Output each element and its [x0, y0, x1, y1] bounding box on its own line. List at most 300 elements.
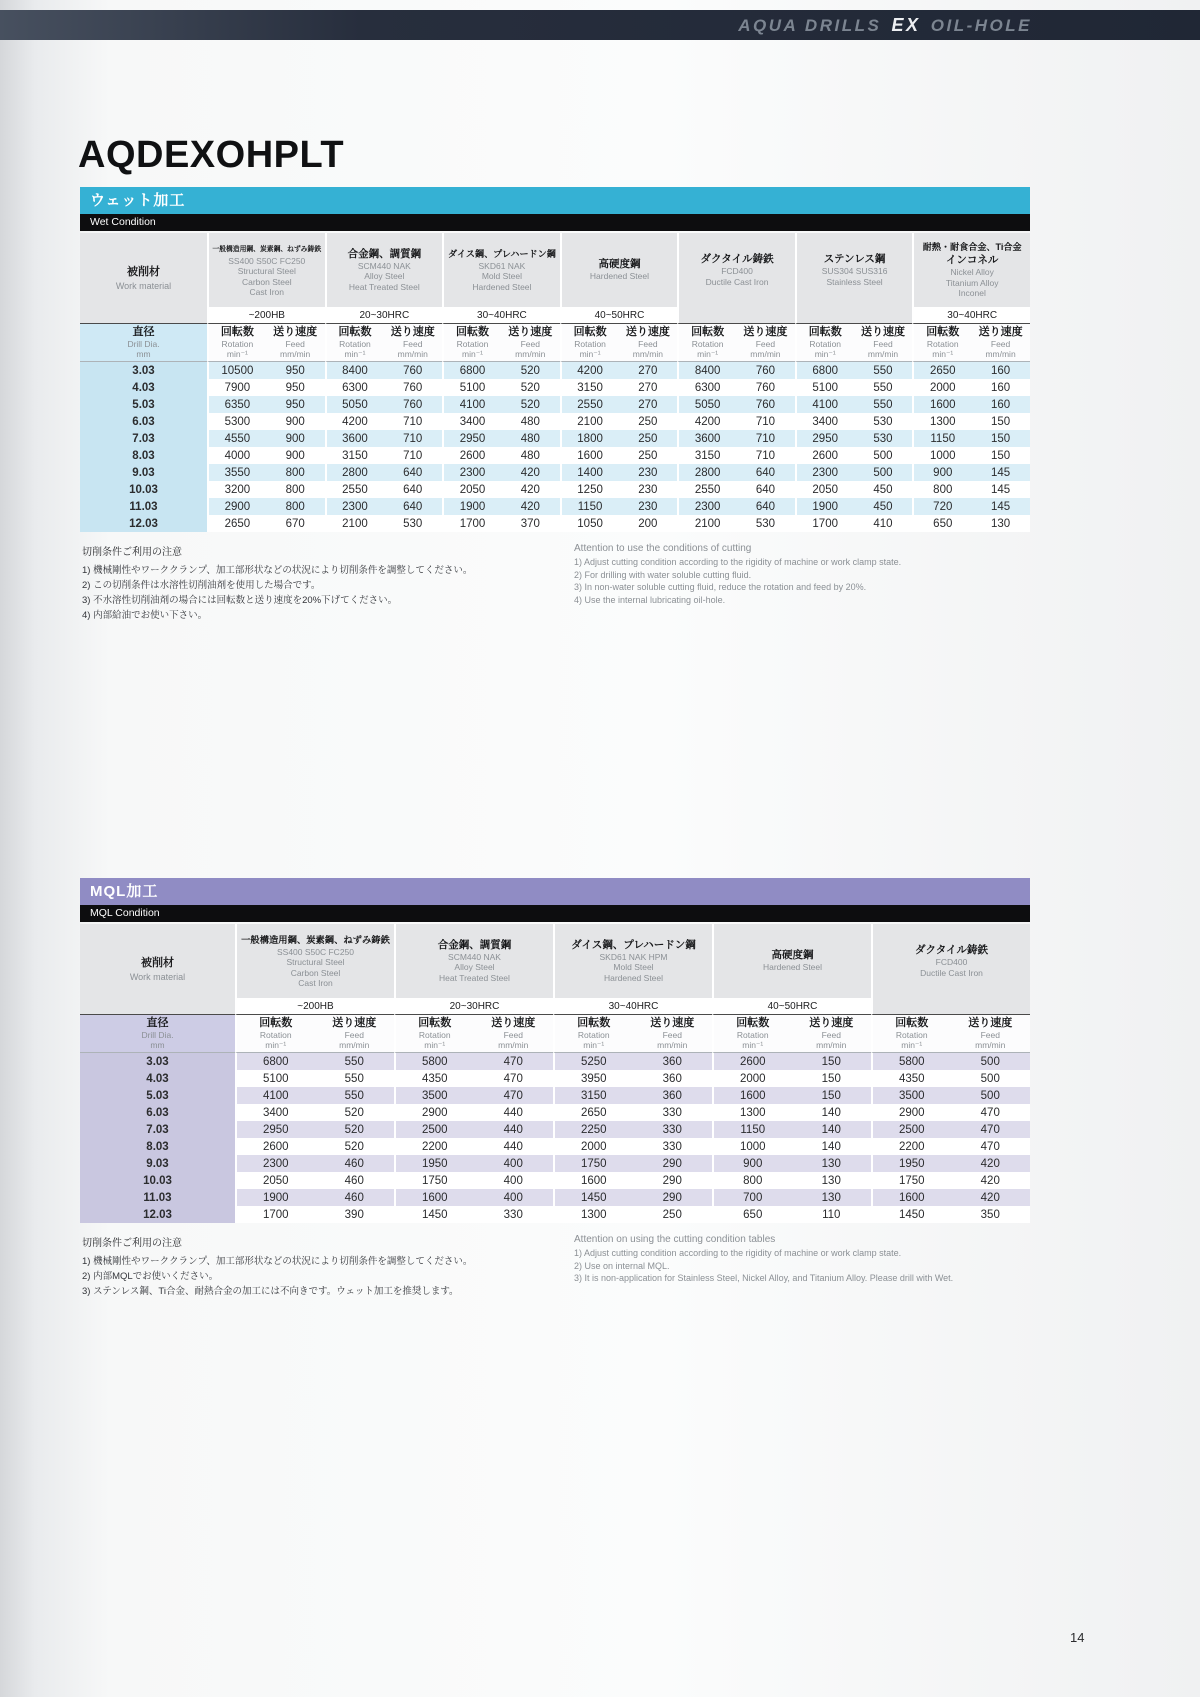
- material-detail: SKD61 NAK: [478, 260, 526, 271]
- feed-value: 760: [383, 362, 442, 379]
- hardness-cell: 40~50HRC: [712, 998, 871, 1015]
- note-line: 1) Adjust cutting condition according to the rigidity of machine or work clamp state.: [574, 1248, 902, 1258]
- rotation-value: 2100: [325, 515, 384, 532]
- material-header: [677, 233, 795, 307]
- rotation-value: 1750: [553, 1155, 633, 1172]
- feed-header: [633, 1015, 713, 1053]
- rotation-value: 700: [712, 1189, 792, 1206]
- feed-value: 950: [266, 396, 325, 413]
- feed-value: 160: [971, 362, 1030, 379]
- notes-lines-en: [574, 1247, 1028, 1285]
- feed-label-en: Feed: [344, 1030, 364, 1040]
- dia-value: 11.03: [80, 498, 207, 515]
- rotation-value: 2300: [677, 498, 736, 515]
- feed-value: 440: [474, 1138, 554, 1155]
- rotation-value: 2300: [325, 498, 384, 515]
- feed-label-jp: 送り速度: [332, 1017, 377, 1029]
- feed-value: 530: [854, 430, 913, 447]
- rotation-label-jp: 回転数: [338, 326, 372, 338]
- feed-value: 420: [501, 498, 560, 515]
- feed-value: 130: [792, 1189, 872, 1206]
- rotation-unit-label: min⁻¹: [697, 349, 719, 359]
- rotation-value: 8400: [677, 362, 736, 379]
- rotation-label-en: Rotation: [809, 339, 842, 349]
- rotation-label-jp: 回転数: [926, 326, 960, 338]
- rotation-label-en: Rotation: [577, 1030, 610, 1040]
- rotation-value: 4200: [325, 413, 384, 430]
- material-header: [394, 924, 553, 998]
- feed-value: 550: [315, 1087, 395, 1104]
- feed-label-en: Feed: [503, 1030, 523, 1040]
- feed-header: [474, 1015, 554, 1053]
- feed-value: 270: [618, 362, 677, 379]
- mql-notes-japanese: [82, 1234, 574, 1299]
- feed-value: 400: [474, 1155, 554, 1172]
- table-row: [80, 1087, 1030, 1104]
- rotation-value: 1700: [442, 515, 501, 532]
- rotation-value: 1900: [235, 1189, 315, 1206]
- feed-label-en: Feed: [821, 1030, 841, 1040]
- feed-unit-label: mm/min: [339, 1040, 370, 1050]
- dia-value: 12.03: [80, 1206, 235, 1223]
- feed-value: 150: [971, 413, 1030, 430]
- feed-value: 130: [792, 1172, 872, 1189]
- rotation-value: 2050: [235, 1172, 315, 1189]
- rotation-value: 2300: [235, 1155, 315, 1172]
- hardness-cell: [871, 998, 1030, 1015]
- table-row: [80, 1138, 1030, 1155]
- rotation-header: [912, 324, 971, 362]
- hardness-cell: 30~40HRC: [442, 307, 560, 324]
- rotation-value: 4550: [207, 430, 266, 447]
- rotation-value: 2600: [712, 1053, 792, 1070]
- material-detail: SS400 S50C FC250: [276, 946, 355, 957]
- feed-header: [792, 1015, 872, 1053]
- feed-header: [736, 324, 795, 362]
- rotation-value: 2000: [553, 1138, 633, 1155]
- rotation-value: 1600: [712, 1087, 792, 1104]
- feed-value: 520: [315, 1104, 395, 1121]
- feed-value: 800: [266, 464, 325, 481]
- rotation-header: [394, 1015, 474, 1053]
- rotation-value: 1700: [235, 1206, 315, 1223]
- rotation-value: 720: [912, 498, 971, 515]
- material-detail: Cast Iron: [249, 287, 285, 297]
- rotation-value: 1600: [871, 1189, 951, 1206]
- dia-column-header: [80, 324, 207, 362]
- material-name: 合金鋼、調質鋼: [347, 247, 422, 260]
- feed-value: 230: [618, 498, 677, 515]
- hardness-cell: 40~50HRC: [560, 307, 678, 324]
- dia-unit-label: mm: [150, 1040, 165, 1050]
- table-row: [80, 1053, 1030, 1070]
- rotation-value: 3400: [442, 413, 501, 430]
- feed-value: 145: [971, 481, 1030, 498]
- rotation-value: 2800: [677, 464, 736, 481]
- rotation-value: 2600: [235, 1138, 315, 1155]
- feed-value: 290: [633, 1189, 713, 1206]
- hardness-cell: ~200HB: [235, 998, 394, 1015]
- feed-value: 710: [383, 413, 442, 430]
- material-detail: Cast Iron: [298, 978, 333, 988]
- rotation-value: 4100: [235, 1087, 315, 1104]
- feed-value: 520: [315, 1121, 395, 1138]
- rotation-header: [235, 1015, 315, 1053]
- feed-value: 460: [315, 1172, 395, 1189]
- rotation-value: 4200: [677, 413, 736, 430]
- feed-header: [951, 1015, 1031, 1053]
- rotation-value: 1300: [712, 1104, 792, 1121]
- feed-unit-label: mm/min: [750, 349, 781, 359]
- feed-value: 330: [633, 1121, 713, 1138]
- material-name: ステンレス鋼: [823, 253, 886, 265]
- rotation-value: 1600: [912, 396, 971, 413]
- dia-value: 6.03: [80, 1104, 235, 1121]
- feed-value: 530: [736, 515, 795, 532]
- dia-value: 12.03: [80, 515, 207, 532]
- feed-value: 150: [971, 430, 1030, 447]
- material-name: ダクタイル鋳鉄: [914, 944, 989, 956]
- material-detail: Inconel: [958, 288, 986, 299]
- mql-notes-english: [574, 1234, 1028, 1299]
- feed-value: 470: [951, 1138, 1031, 1155]
- material-detail: Structural Steel: [286, 957, 345, 967]
- mql-condition-table: [80, 924, 1030, 1223]
- note-line: 3) It is non-application for Stainless Steel, Nickel Alloy, and Titanium Alloy. Please drill with Wet.: [574, 1273, 954, 1283]
- material-name: 高硬度鋼: [598, 258, 641, 271]
- rotation-value: 6800: [442, 362, 501, 379]
- notes-title-jp: 切削条件ご利用の注意: [82, 1238, 182, 1249]
- rotation-value: 4100: [442, 396, 501, 413]
- feed-value: 800: [266, 498, 325, 515]
- feed-value: 950: [266, 379, 325, 396]
- rotation-label-en: Rotation: [339, 339, 371, 349]
- feed-value: 500: [854, 464, 913, 481]
- wet-notes-english: [574, 543, 1028, 623]
- dia-unit-label: mm: [136, 349, 151, 359]
- rotation-value: 1600: [560, 447, 619, 464]
- feed-label-jp: 送り速度: [978, 326, 1023, 338]
- rotation-header: [553, 1015, 633, 1053]
- rotation-value: 3150: [560, 379, 619, 396]
- rotation-header: [442, 324, 501, 362]
- feed-value: 440: [474, 1104, 554, 1121]
- feed-value: 230: [618, 481, 677, 498]
- feed-value: 370: [501, 515, 560, 532]
- dia-value: 9.03: [80, 464, 207, 481]
- feed-label-en: Feed: [990, 339, 1011, 349]
- wet-notes: [80, 543, 1030, 623]
- rotation-unit-label: min⁻¹: [814, 349, 836, 359]
- rotation-value: 2200: [394, 1138, 474, 1155]
- rotation-value: 5050: [325, 396, 384, 413]
- feed-value: 140: [792, 1138, 872, 1155]
- notes-title-en: Attention to use the conditions of cutting: [574, 543, 752, 554]
- feed-value: 420: [951, 1155, 1031, 1172]
- rotation-label-en: Rotation: [574, 339, 606, 349]
- material-name: ダイス鋼、プレハードン鋼: [571, 938, 696, 951]
- rotation-value: 2600: [442, 447, 501, 464]
- material-detail: SS400 S50C FC250: [228, 255, 306, 266]
- dia-label-jp: 直径: [132, 326, 155, 338]
- table-row: [80, 1189, 1030, 1206]
- mql-title-jp: MQL加工: [80, 878, 1030, 905]
- feed-value: 450: [854, 498, 913, 515]
- rotation-label-jp: 回転数: [577, 1017, 611, 1029]
- rotation-value: 2050: [795, 481, 854, 498]
- material-detail: SUS304 SUS316: [821, 266, 888, 276]
- table-row: [80, 464, 1030, 481]
- mql-title-en: MQL Condition: [80, 905, 1030, 922]
- rotation-value: 2600: [795, 447, 854, 464]
- rotation-value: 1950: [394, 1155, 474, 1172]
- feed-value: 530: [383, 515, 442, 532]
- feed-value: 360: [633, 1070, 713, 1087]
- rotation-value: 6300: [325, 379, 384, 396]
- dia-value: 5.03: [80, 1087, 235, 1104]
- rotation-value: 2650: [553, 1104, 633, 1121]
- note-line: 3) In non-water soluble cutting fluid, reduce the rotation and feed by 20%.: [574, 582, 867, 592]
- feed-value: 520: [501, 379, 560, 396]
- feed-value: 520: [501, 396, 560, 413]
- hardness-cell: 20~30HRC: [394, 998, 553, 1015]
- feed-label-jp: 送り速度: [650, 1017, 695, 1029]
- material-header: [207, 233, 325, 307]
- rotation-header: [712, 1015, 792, 1053]
- dia-label-en: Drill Dia.: [127, 339, 160, 349]
- dia-value: 6.03: [80, 413, 207, 430]
- material-detail: Structural Steel: [237, 266, 296, 276]
- feed-value: 160: [971, 379, 1030, 396]
- rotation-value: 650: [912, 515, 971, 532]
- rotation-value: 4200: [560, 362, 619, 379]
- feed-value: 640: [736, 498, 795, 515]
- rotation-value: 1800: [560, 430, 619, 447]
- work-material-label-en: Work material: [129, 971, 186, 982]
- rotation-value: 2250: [553, 1121, 633, 1138]
- feed-label-jp: 送り速度: [491, 1017, 536, 1029]
- feed-unit-label: mm/min: [632, 349, 663, 359]
- rotation-value: 5250: [553, 1053, 633, 1070]
- material-detail: Hardened Steel: [589, 271, 649, 282]
- wet-condition-section: [80, 187, 1030, 623]
- rotation-value: 3550: [207, 464, 266, 481]
- feed-value: 460: [315, 1155, 395, 1172]
- feed-label-en: Feed: [662, 1030, 682, 1040]
- rotation-value: 1050: [560, 515, 619, 532]
- rotation-unit-label: min⁻¹: [583, 1040, 605, 1050]
- hardness-cell: 20~30HRC: [325, 307, 443, 324]
- rotation-label-en: Rotation: [691, 339, 724, 349]
- rotation-value: 2500: [394, 1121, 474, 1138]
- rotation-value: 1750: [394, 1172, 474, 1189]
- feed-label-en: Feed: [403, 339, 423, 349]
- feed-value: 160: [971, 396, 1030, 413]
- feed-value: 290: [633, 1172, 713, 1189]
- rotation-value: 4000: [207, 447, 266, 464]
- feed-value: 760: [736, 379, 795, 396]
- table-row: [80, 379, 1030, 396]
- dia-value: 7.03: [80, 430, 207, 447]
- feed-value: 520: [315, 1138, 395, 1155]
- material-detail: Carbon Steel: [290, 967, 341, 978]
- table-row: [80, 1070, 1030, 1087]
- feed-value: 480: [501, 447, 560, 464]
- material-detail: Titanium Alloy: [945, 277, 999, 288]
- rotation-value: 5800: [394, 1053, 474, 1070]
- feed-value: 470: [951, 1104, 1031, 1121]
- rotation-header: [795, 324, 854, 362]
- rotation-unit-label: min⁻¹: [424, 1040, 446, 1050]
- material-header: [871, 924, 1030, 998]
- material-detail: Ductile Cast Iron: [705, 276, 769, 287]
- rotation-value: 2900: [394, 1104, 474, 1121]
- feed-value: 760: [736, 362, 795, 379]
- note-line: 1) 機械剛性やワーククランプ、加工部形状などの状況により切削条件を調整してください。: [82, 565, 473, 576]
- rotation-value: 2550: [560, 396, 619, 413]
- wet-title-jp: ウェット加工: [80, 187, 1030, 214]
- feed-value: 500: [951, 1053, 1031, 1070]
- rotation-value: 6350: [207, 396, 266, 413]
- dia-value: 5.03: [80, 396, 207, 413]
- notes-title-jp: 切削条件ご利用の注意: [82, 547, 182, 558]
- dia-value: 9.03: [80, 1155, 235, 1172]
- rotation-value: 650: [712, 1206, 792, 1223]
- wet-notes-japanese: [82, 543, 574, 623]
- rotation-label-en: Rotation: [259, 1030, 292, 1040]
- material-detail: Hardened Steel: [603, 972, 664, 983]
- feed-value: 420: [951, 1189, 1031, 1206]
- hardness-cell: [795, 307, 913, 324]
- feed-value: 480: [501, 430, 560, 447]
- rotation-label-jp: 回転数: [895, 1017, 929, 1029]
- feed-header: [383, 324, 442, 362]
- material-header: [560, 233, 678, 307]
- feed-value: 270: [618, 396, 677, 413]
- rotation-label-jp: 回転数: [456, 326, 490, 338]
- feed-label-jp: 送り速度: [390, 326, 435, 338]
- rotation-value: 1600: [553, 1172, 633, 1189]
- rotation-value: 900: [712, 1155, 792, 1172]
- feed-value: 460: [315, 1189, 395, 1206]
- material-name: ダイス鋼、プレハードン鋼: [447, 248, 556, 259]
- dia-column-header: [80, 1015, 235, 1053]
- note-line: 3) ステンレス鋼、Ti合金、耐熱合金の加工には不向きです。ウェット加工を推奨します。: [82, 1286, 459, 1297]
- rotation-value: 4350: [871, 1070, 951, 1087]
- table-row: [80, 447, 1030, 464]
- rotation-label-en: Rotation: [418, 1030, 451, 1040]
- rotation-unit-label: min⁻¹: [579, 349, 601, 359]
- feed-header: [971, 324, 1030, 362]
- feed-value: 480: [501, 413, 560, 430]
- rotation-value: 3600: [677, 430, 736, 447]
- note-line: 2) Use on internal MQL.: [574, 1260, 670, 1271]
- feed-value: 360: [633, 1087, 713, 1104]
- rotation-value: 1150: [560, 498, 619, 515]
- rotation-value: 2300: [442, 464, 501, 481]
- feed-value: 550: [854, 362, 913, 379]
- table-row: [80, 430, 1030, 447]
- feed-value: 550: [315, 1070, 395, 1087]
- top-banner: [0, 10, 1200, 40]
- feed-value: 710: [736, 447, 795, 464]
- rotation-value: 5050: [677, 396, 736, 413]
- rotation-value: 1400: [560, 464, 619, 481]
- work-material-header: [80, 233, 207, 324]
- feed-label-jp: 送り速度: [508, 326, 553, 338]
- work-material-label-en: Work material: [115, 280, 172, 291]
- rotation-value: 5100: [795, 379, 854, 396]
- wet-condition-table: [80, 233, 1030, 532]
- feed-value: 230: [618, 464, 677, 481]
- feed-value: 145: [971, 464, 1030, 481]
- material-header: [795, 233, 913, 307]
- dia-value: 8.03: [80, 1138, 235, 1155]
- feed-value: 330: [633, 1104, 713, 1121]
- feed-value: 710: [736, 430, 795, 447]
- notes-lines-en: [574, 556, 1028, 606]
- feed-value: 400: [474, 1189, 554, 1206]
- feed-value: 250: [618, 430, 677, 447]
- feed-value: 200: [618, 515, 677, 532]
- feed-value: 145: [971, 498, 1030, 515]
- feed-value: 760: [383, 396, 442, 413]
- feed-value: 950: [266, 362, 325, 379]
- feed-value: 640: [383, 481, 442, 498]
- rotation-value: 6800: [795, 362, 854, 379]
- feed-value: 530: [854, 413, 913, 430]
- feed-header: [501, 324, 560, 362]
- table-row: [80, 481, 1030, 498]
- rotation-value: 1450: [553, 1189, 633, 1206]
- material-detail: SKD61 NAK HPM: [599, 951, 668, 962]
- rotation-value: 1600: [394, 1189, 474, 1206]
- rotation-value: 1700: [795, 515, 854, 532]
- rotation-label-jp: 回転数: [220, 326, 254, 338]
- material-detail: SCM440 NAK: [448, 951, 501, 962]
- rotation-value: 1950: [871, 1155, 951, 1172]
- feed-unit-label: mm/min: [657, 1040, 688, 1050]
- feed-value: 550: [854, 379, 913, 396]
- feed-unit-label: mm/min: [867, 349, 899, 359]
- material-detail: FCD400: [935, 957, 968, 967]
- material-name: 一般構造用鋼、炭素鋼、ねずみ鋳鉄: [241, 934, 390, 945]
- material-detail: Ductile Cast Iron: [920, 967, 983, 978]
- rotation-value: 3500: [871, 1087, 951, 1104]
- rotation-value: 1750: [871, 1172, 951, 1189]
- rotation-value: 1250: [560, 481, 619, 498]
- feed-value: 760: [736, 396, 795, 413]
- table-row: [80, 1172, 1030, 1189]
- feed-label-jp: 送り速度: [968, 1017, 1013, 1029]
- rotation-value: 3950: [553, 1070, 633, 1087]
- material-header: [712, 924, 871, 998]
- rotation-value: 1450: [394, 1206, 474, 1223]
- feed-label-en: Feed: [980, 1030, 1000, 1040]
- rotation-header: [871, 1015, 951, 1053]
- material-header: [235, 924, 394, 998]
- material-detail: Hardened Steel: [472, 281, 532, 292]
- rotation-label-en: Rotation: [221, 339, 254, 349]
- material-detail: Heat Treated Steel: [439, 972, 510, 983]
- rotation-label-en: Rotation: [736, 1030, 769, 1040]
- notes-lines-jp: [82, 1254, 574, 1299]
- rotation-label-en: Rotation: [456, 339, 489, 349]
- rotation-value: 1150: [712, 1121, 792, 1138]
- work-material-label-jp: 被削材: [127, 265, 160, 278]
- feed-value: 470: [474, 1070, 554, 1087]
- rotation-header: [325, 324, 384, 362]
